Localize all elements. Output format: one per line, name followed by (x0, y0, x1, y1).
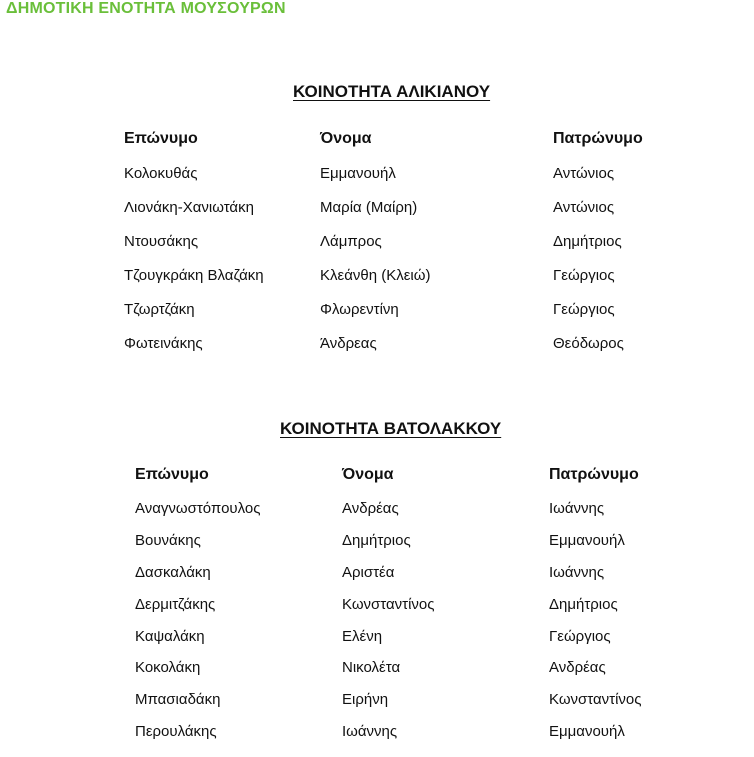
table-cell-surname: Βουνάκης (135, 532, 201, 549)
table-cell-surname: Λιονάκη-Χανιωτάκη (124, 199, 254, 216)
document-header-title: ΔΗΜΟΤΙΚΗ ΕΝΟΤΗΤΑ ΜΟΥΣΟΥΡΩΝ (6, 0, 286, 17)
column-header-patronymic: Πατρώνυμο (549, 466, 639, 483)
section-title-vatolakkou: ΚΟΙΝΟΤΗΤΑ ΒΑΤΟΛΑΚΚΟΥ (280, 419, 502, 438)
table-cell-patronymic: Εμμανουήλ (549, 723, 625, 740)
table-cell-name: Ιωάννης (342, 723, 398, 740)
table-cell-surname: Κοκολάκη (135, 659, 201, 676)
table-cell-name: Μαρία (Μαίρη) (320, 199, 418, 216)
table-cell-name: Ελένη (342, 628, 383, 645)
table-cell-patronymic: Αντώνιος (553, 199, 615, 216)
table-cell-patronymic: Δημήτριος (553, 233, 622, 250)
table-cell-surname: Δασκαλάκη (135, 564, 211, 581)
table-cell-patronymic: Εμμανουήλ (549, 532, 625, 549)
table-cell-surname: Τζωρτζάκη (124, 301, 195, 318)
table-cell-surname: Φωτεινάκης (124, 335, 203, 352)
column-header-patronymic: Πατρώνυμο (553, 130, 643, 147)
table-cell-name: Κωνσταντίνος (342, 596, 435, 613)
table-cell-patronymic: Ανδρέας (549, 659, 606, 676)
table-cell-name: Λάμπρος (320, 233, 382, 250)
table-cell-name: Κλεάνθη (Κλειώ) (320, 267, 431, 284)
table-cell-name: Αριστέα (342, 564, 395, 581)
table-cell-surname: Τζουγκράκη Βλαζάκη (124, 267, 264, 284)
table-cell-patronymic: Γεώργιος (549, 628, 611, 645)
table-cell-surname: Μπασιαδάκη (135, 691, 221, 708)
table-cell-patronymic: Αντώνιος (553, 165, 615, 182)
column-header-name: Όνομα (320, 130, 372, 147)
table-cell-patronymic: Ιωάννης (549, 500, 605, 517)
column-header-name: Όνομα (342, 466, 394, 483)
column-header-surname: Επώνυμο (124, 130, 198, 147)
table-cell-surname: Αναγνωστόπουλος (135, 500, 261, 517)
table-cell-name: Εμμανουήλ (320, 165, 396, 182)
table-cell-patronymic: Θεόδωρος (553, 335, 624, 352)
table-cell-name: Ειρήνη (342, 691, 389, 708)
table-cell-surname: Δερμιτζάκης (135, 596, 216, 613)
column-header-surname: Επώνυμο (135, 466, 209, 483)
table-cell-name: Ανδρέας (342, 500, 399, 517)
table-cell-patronymic: Ιωάννης (549, 564, 605, 581)
table-cell-surname: Καψαλάκη (135, 628, 205, 645)
table-cell-surname: Κολοκυθάς (124, 165, 198, 182)
section-title-alikianou: ΚΟΙΝΟΤΗΤΑ ΑΛΙΚΙΑΝΟΥ (293, 82, 491, 101)
table-cell-name: Δημήτριος (342, 532, 411, 549)
table-cell-patronymic: Κωνσταντίνος (549, 691, 642, 708)
table-cell-surname: Ντουσάκης (124, 233, 199, 250)
table-cell-name: Νικολέτα (342, 659, 401, 676)
table-cell-patronymic: Γεώργιος (553, 267, 615, 284)
table-cell-name: Άνδρεας (320, 335, 377, 352)
table-cell-name: Φλωρεντίνη (320, 301, 399, 318)
table-cell-surname: Περουλάκης (135, 723, 217, 740)
table-cell-patronymic: Γεώργιος (553, 301, 615, 318)
table-cell-patronymic: Δημήτριος (549, 596, 618, 613)
